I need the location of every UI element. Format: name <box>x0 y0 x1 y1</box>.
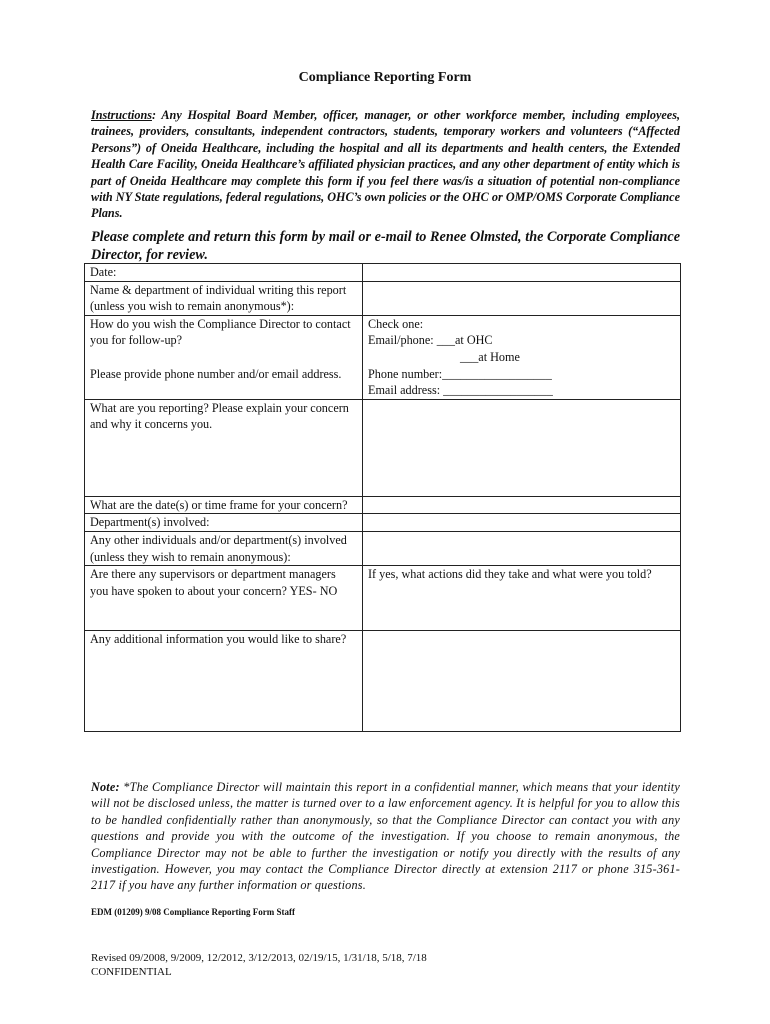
instructions-paragraph <box>91 107 680 222</box>
name-field[interactable] <box>363 281 681 315</box>
others-field[interactable] <box>363 531 681 565</box>
edm-code: EDM (01209) 9/08 Compliance Reporting Form Staff <box>91 907 295 917</box>
form-row-supervisors <box>85 566 681 631</box>
form-row-date <box>85 264 681 282</box>
dates-field[interactable] <box>363 496 681 514</box>
at-ohc-option[interactable]: Email/phone: ___at OHC <box>368 333 493 348</box>
supervisors-label: Are there any supervisors or department managers you have spoken to about your concern? YES- NO <box>85 566 363 631</box>
form-row-additional <box>85 631 681 732</box>
revised-dates: Revised 09/2008, 9/2009, 12/2012, 3/12/2013, 02/19/15, 1/31/18, 5/18, 7/18 <box>91 952 427 964</box>
form-row-contact <box>85 315 681 399</box>
form-row-others <box>85 531 681 565</box>
others-label: Any other individuals and/or department(s) involved (unless they wish to remain anonymous): <box>85 531 363 565</box>
name-label: Name & department of individual writing this report (unless you wish to remain anonymous*): <box>85 281 363 315</box>
form-row-dates <box>85 496 681 514</box>
form-row-name <box>85 281 681 315</box>
reporting-label: What are you reporting? Please explain your concern and why it concerns you. <box>85 399 363 496</box>
reporting-field[interactable] <box>363 399 681 496</box>
compliance-form-table <box>84 263 681 732</box>
supervisors-followup[interactable]: If yes, what actions did they take and what were you told? <box>363 566 681 631</box>
additional-field[interactable] <box>363 631 681 732</box>
page-title: Compliance Reporting Form <box>298 70 472 85</box>
confidential-label: CONFIDENTIAL <box>91 966 172 978</box>
check-one-label: Check one: <box>368 316 424 331</box>
submit-instruction: Please complete and return this form by mail or e-mail to Renee Olmsted, the Corporate Compliance Director, for review. <box>91 229 680 263</box>
at-home-option[interactable]: ___at Home <box>460 349 520 364</box>
confidentiality-note <box>91 779 680 894</box>
note-label: Note: <box>91 780 120 794</box>
phone-email-label: Please provide phone number and/or email address. <box>90 366 342 381</box>
date-field[interactable] <box>363 264 681 282</box>
contact-label-cell <box>85 315 363 399</box>
form-row-departments <box>85 514 681 532</box>
form-row-reporting <box>85 399 681 496</box>
dates-label: What are the date(s) or time frame for your concern? <box>85 496 363 514</box>
departments-label: Department(s) involved: <box>85 514 363 532</box>
additional-label: Any additional information you would like to share? <box>85 631 363 732</box>
departments-field[interactable] <box>363 514 681 532</box>
email-address-field[interactable]: Email address: __________________ <box>368 383 553 398</box>
instructions-lead: Instructions <box>91 108 152 122</box>
instructions-text: : Any Hospital Board Member, officer, manager, or other workforce member, including employees, trainees, providers, consultants, independent contractors, students, temporary workers and volunteers (“Affected Persons”) of Oneida Healthcare, including the hospital and all its departments and health centers, the Extended Health Care Facility, Oneida Healthcare’s affiliated physician practices, and any other department of entity which is part of Oneida Healthcare may complete this form if you feel there was/is a situation of potential non-compliance with NY State regulations, federal regulations, OHC’s own policies or the OHC or OMP/OMS Corporate Compliance Plans. <box>91 108 680 221</box>
date-label: Date: <box>85 264 363 282</box>
note-text: *The Compliance Director will maintain this report in a confidential manner, which means that your identity will not be disclosed unless, the matter is turned over to a law enforcement agency. It is helpful for you to allow this to be handled confidentially rather than anonymously, so that the Compliance Director can contact you with any questions and provide you with the outcome of the investigation. If you choose to remain anonymous, the Compliance Director may not be able to further the investigation or notify you directly with the results of any investigation. However, you may contact the Compliance Director directly at extension 2117 or phone 315-361-2117 if you have any further information or questions. <box>91 780 680 893</box>
revision-history <box>91 951 427 979</box>
followup-label: How do you wish the Compliance Director to contact you for follow-up? <box>90 316 351 348</box>
contact-field-cell[interactable] <box>363 315 681 399</box>
phone-number-field[interactable]: Phone number:__________________ <box>368 366 552 381</box>
